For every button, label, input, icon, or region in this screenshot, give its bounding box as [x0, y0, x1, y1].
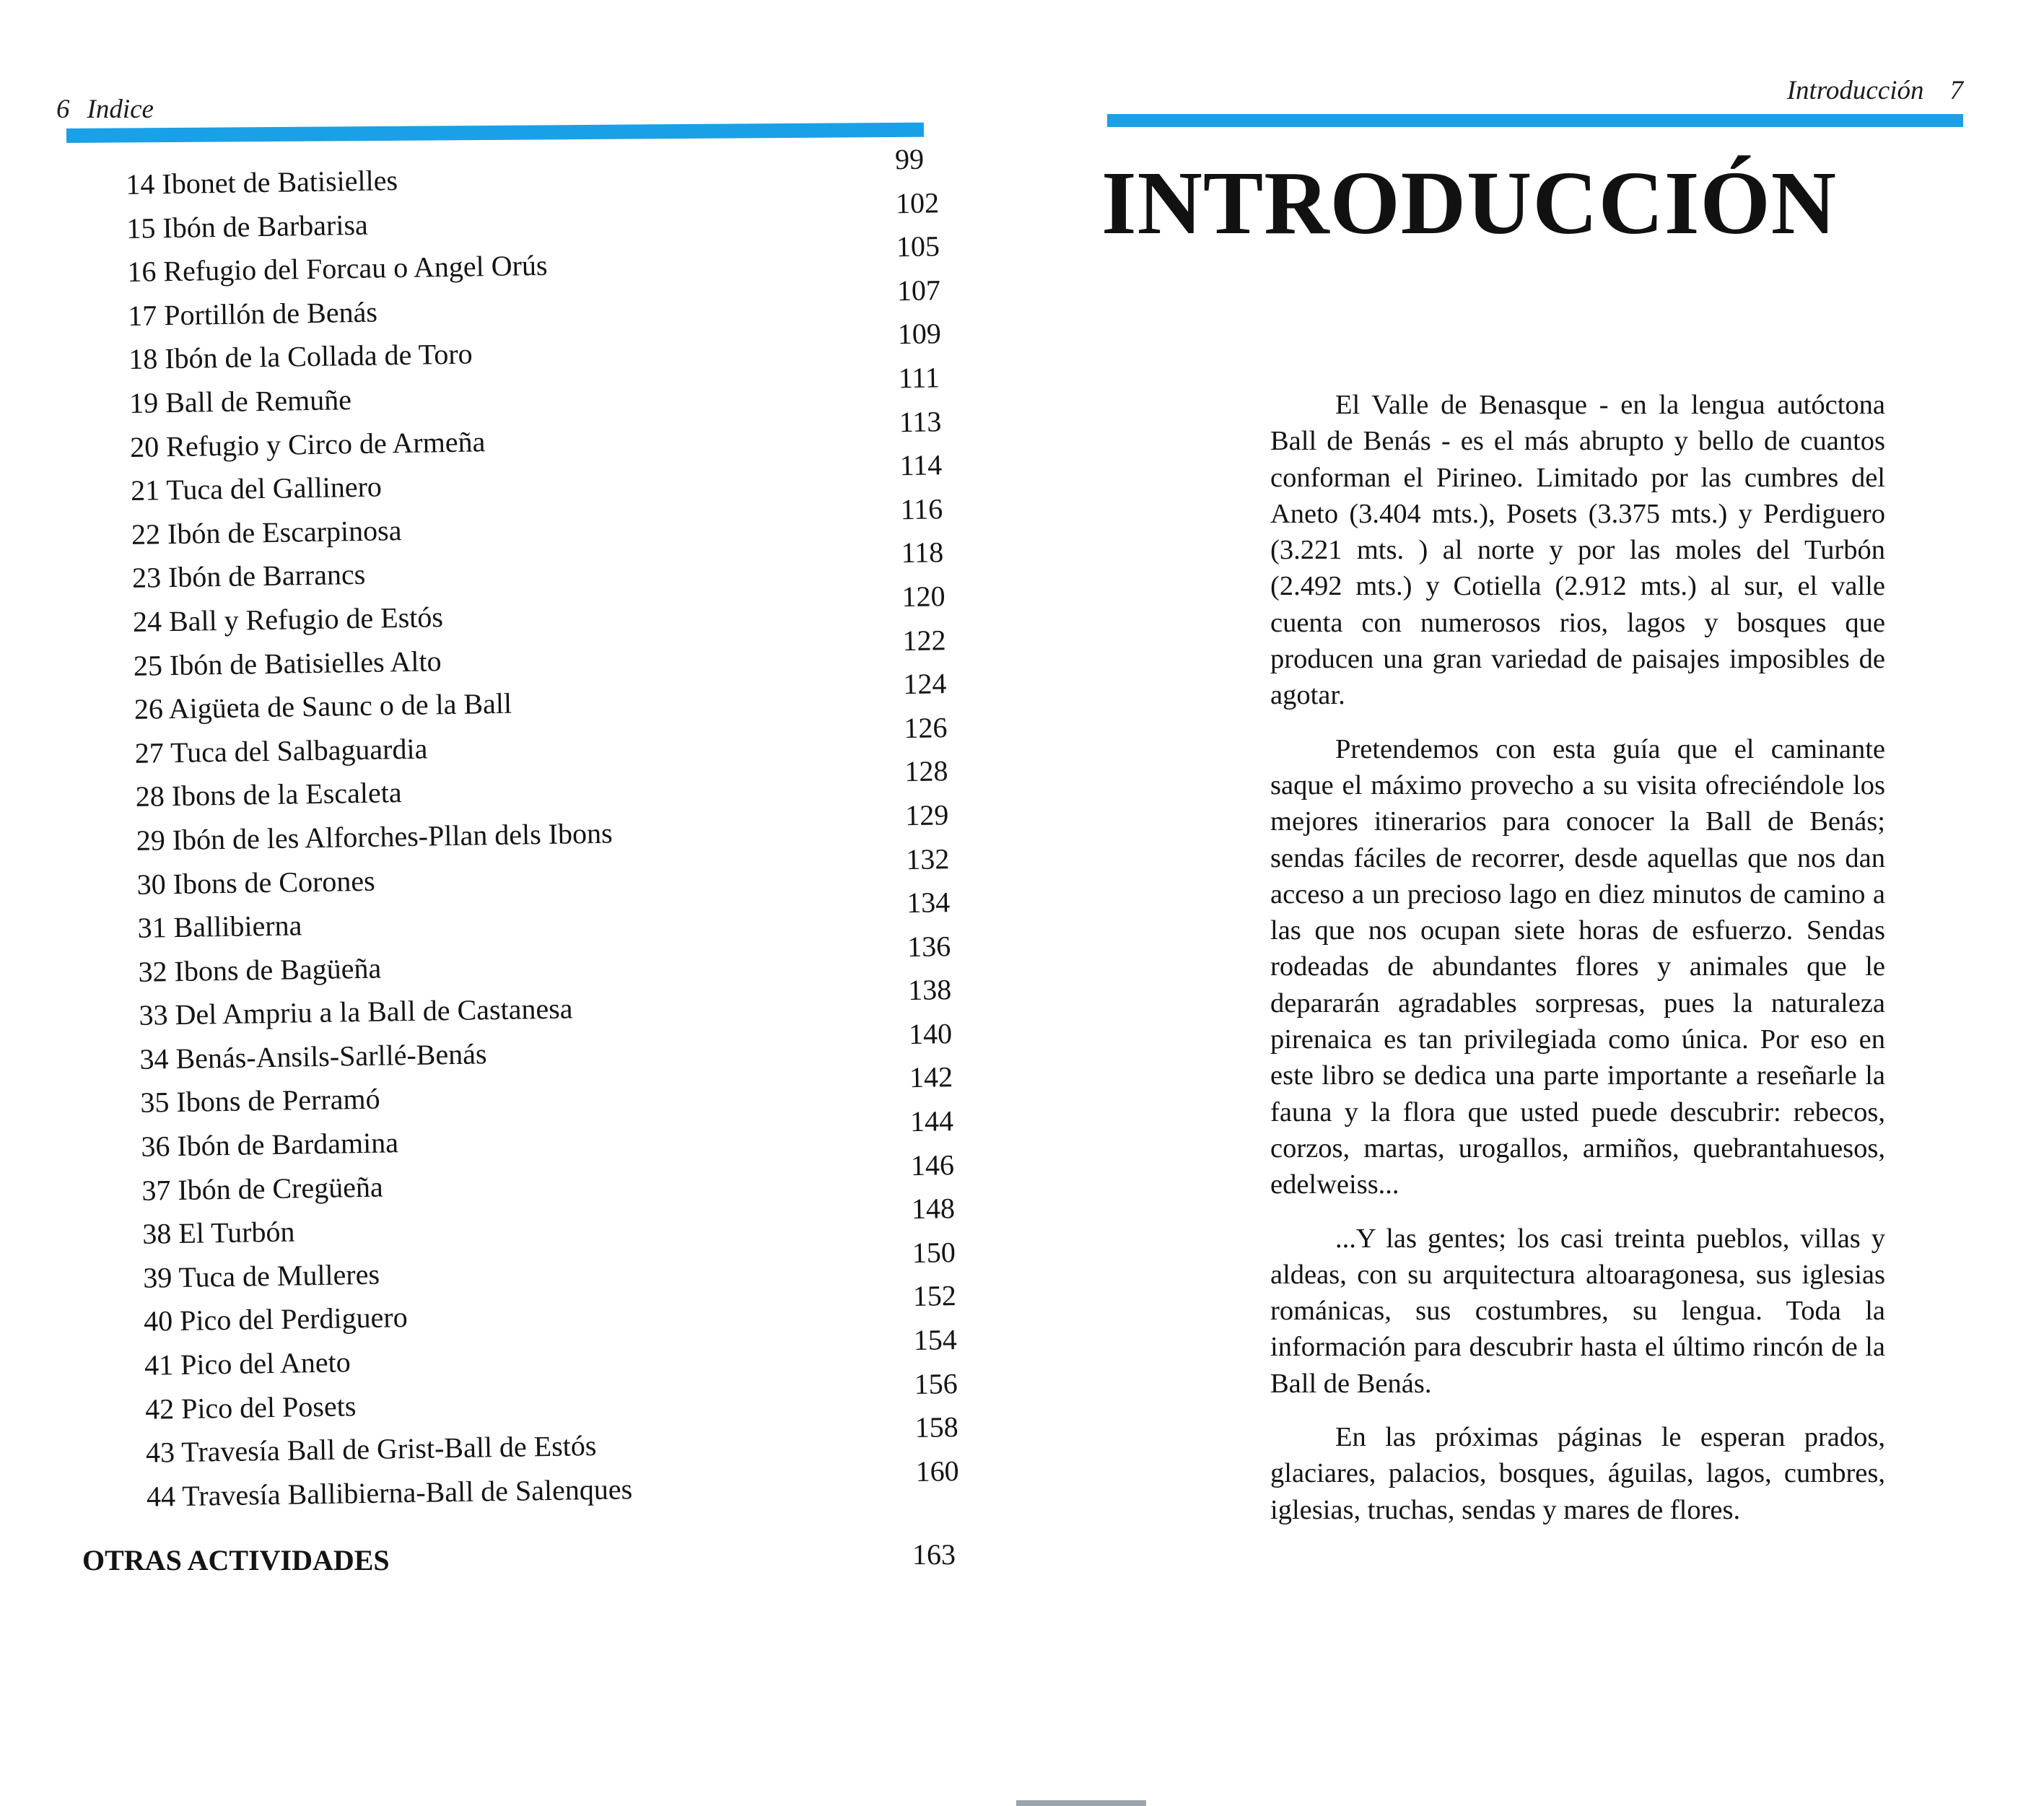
- toc-entry-title: 24 Ball y Refugio de Estós: [132, 601, 444, 638]
- toc-entry-page: 146: [910, 1148, 955, 1182]
- toc-entry-page: 128: [904, 754, 948, 788]
- toc-entry-title: 31 Ballibierna: [137, 909, 302, 944]
- toc-entry-title: 40 Pico del Perdiguero: [143, 1301, 409, 1338]
- toc-entry-page: 129: [904, 798, 949, 832]
- toc-entry-title: 28 Ibons de la Escaleta: [135, 776, 402, 813]
- toc-entry-title: 25 Ibón de Batisielles Alto: [133, 644, 442, 682]
- toc-entry-page: 111: [898, 361, 940, 395]
- left-blue-rule: [66, 123, 924, 143]
- toc-entry-page: 118: [901, 536, 944, 570]
- toc-other-page: 163: [912, 1538, 956, 1571]
- right-running-head: [1787, 75, 1963, 106]
- toc-entry-page: 154: [913, 1323, 958, 1357]
- toc-other-activities: [82, 1539, 977, 1582]
- toc-entry-title: 26 Aigüeta de Saunc o de la Ball: [134, 686, 512, 726]
- toc-entry-page: 120: [901, 580, 945, 614]
- toc-entry-page: 148: [911, 1192, 956, 1226]
- toc-entry-page: 158: [914, 1410, 958, 1444]
- toc-entry-page: 132: [905, 842, 950, 876]
- toc-entry-title: 19 Ball de Remuñe: [128, 383, 352, 419]
- toc-entry-title: 43 Travesía Ball de Grist-Ball de Estós: [145, 1429, 597, 1469]
- toc-entry-title: 37 Ibón de Cregüeña: [141, 1170, 384, 1207]
- left-running-head-title: Indice: [87, 95, 154, 124]
- toc-entry-page: 144: [909, 1104, 954, 1138]
- toc-entry-title: 21 Tuca del Gallinero: [130, 470, 383, 507]
- right-blue-rule: [1107, 114, 1963, 127]
- toc-entry-title: 29 Ibón de les Alforches-Pllan dels Ibons: [136, 816, 613, 857]
- toc-entry-title: 27 Tuca del Salbaguardia: [134, 732, 428, 769]
- toc-entry-page: 105: [896, 230, 940, 263]
- toc-entry-page: 138: [907, 973, 952, 1007]
- toc-entry-title: 42 Pico del Posets: [144, 1389, 357, 1426]
- intro-paragraph: El Valle de Benasque - en la lengua autóctona Ball de Benás - es el más abrupto y bello de cuantos conforman el Pirineo. Limitado por las cumbres del Aneto (3.404 mts.), Posets (3.375 mts.) y Perdiguero (3.221 mts. ) al norte y por las moles del Turbón (2.492 mts.) y Cotiella (2.912 mts.) al sur, el valle cuenta con numerosos rios, lagos y bosques que producen una gran variedad de paisajes imposibles de agotar.: [1270, 390, 1885, 711]
- toc-entry-page: 116: [900, 492, 943, 525]
- toc-entry-title: 30 Ibons de Corones: [136, 864, 375, 901]
- right-running-head-title: Introducción: [1786, 76, 1924, 105]
- toc-entry-title: 32 Ibons de Bagüeña: [138, 951, 382, 988]
- intro-paragraph: En las próximas páginas le esperan prados, glaciares, palacios, bosques, águilas, lagos, cumbres, iglesias, truchas, sendas y mares de flores.: [1270, 1422, 1885, 1525]
- toc-list: [126, 142, 998, 1519]
- toc-entry-page: 99: [894, 142, 925, 176]
- intro-paragraph: Pretendemos con esta guía que el caminante saque el máximo provecho a su visita ofreciéndole los mejores itinerarios para conocer la Ball de Benás; sendas fáciles de recorrer, desde aquellas que nos dan acceso a un precioso lago en diez minutos de camino a las que nos ocupan siete horas de esfuerzo. Sendas rodeadas de abundantes flores y animales que le depararán agradables sorpresas, pues la naturaleza pirenaica es tan privilegiada como única. Por eso en este libro se dedica una parte importante a reseñarle la fauna y la flora que usted puede descubrir: rebecos, corzos, martas, urogallos, armiños, quebrantahuesos, edelweiss...: [1270, 733, 1885, 1200]
- toc-entry-page: 150: [912, 1235, 956, 1269]
- toc-entry-title: 36 Ibón de Bardamina: [141, 1126, 399, 1163]
- toc-entry-title: 23 Ibón de Barrancs: [131, 558, 366, 595]
- toc-entry-page: 102: [895, 186, 940, 219]
- toc-entry-page: 156: [914, 1366, 958, 1400]
- toc-entry-title: 33 Del Ampriu a la Ball de Castanesa: [139, 992, 573, 1032]
- toc-entry-page: 160: [915, 1454, 959, 1488]
- toc-entry-title: 44 Travesía Ballibierna-Ball de Salenques: [146, 1473, 633, 1513]
- toc-entry-title: 15 Ibón de Barbarisa: [126, 208, 369, 245]
- toc-entry-page: 107: [896, 274, 941, 307]
- toc-entry-title: 20 Refugio y Circo de Armeña: [129, 424, 486, 463]
- scan-edge-mark: [1016, 1800, 1146, 1806]
- toc-entry-title: 18 Ibón de la Collada de Toro: [128, 337, 473, 376]
- intro-body: [1270, 387, 1885, 1545]
- toc-entry-title: 17 Portillón de Benás: [127, 295, 378, 332]
- right-page: [1010, 0, 2044, 1806]
- toc-entry-page: 140: [908, 1017, 953, 1050]
- toc-entry-title: 16 Refugio del Forcau o Angel Orús: [127, 249, 548, 289]
- toc-entry-page: 142: [909, 1060, 953, 1094]
- toc-entry-title: 22 Ibón de Escarpinosa: [131, 513, 402, 551]
- left-page: [0, 0, 1010, 1806]
- toc-entry-title: 14 Ibonet de Batisielles: [126, 164, 398, 201]
- toc-entry-page: 114: [899, 448, 943, 482]
- toc-entry-page: 113: [899, 404, 942, 438]
- chapter-title: INTRODUCCIÓN: [1101, 154, 1838, 253]
- toc-entry-title: 34 Benás-Ansils-Sarllé-Benás: [139, 1037, 487, 1076]
- intro-paragraph: ...Y las gentes; los casi treinta pueblos, villas y aldeas, con su arquitectura altoaragonesa, sus iglesias románicas, sus costumbres, su lengua. Toda la información para descubrir hasta el último rincón de la Ball de Benás.: [1270, 1223, 1885, 1399]
- toc-entry-page: 109: [897, 317, 942, 351]
- toc-entry-page: 126: [904, 710, 948, 744]
- right-page-number: 7: [1949, 76, 1963, 105]
- toc-entry-title: 35 Ibons de Perramó: [140, 1083, 380, 1120]
- toc-other-title: OTRAS ACTIVIDADES: [82, 1544, 390, 1576]
- toc-entry-title: 38 El Turbón: [141, 1215, 295, 1251]
- toc-entry-page: 134: [906, 886, 951, 920]
- toc-entry-page: 124: [903, 667, 947, 701]
- toc-entry-page: 152: [912, 1279, 957, 1313]
- toc-entry-page: 136: [907, 929, 951, 963]
- toc-entry-page: 122: [902, 623, 946, 657]
- toc-entry-title: 39 Tuca de Mulleres: [142, 1257, 380, 1294]
- left-page-number: 6: [56, 95, 70, 124]
- toc-entry-title: 41 Pico del Aneto: [144, 1345, 351, 1382]
- left-running-head: [56, 94, 154, 125]
